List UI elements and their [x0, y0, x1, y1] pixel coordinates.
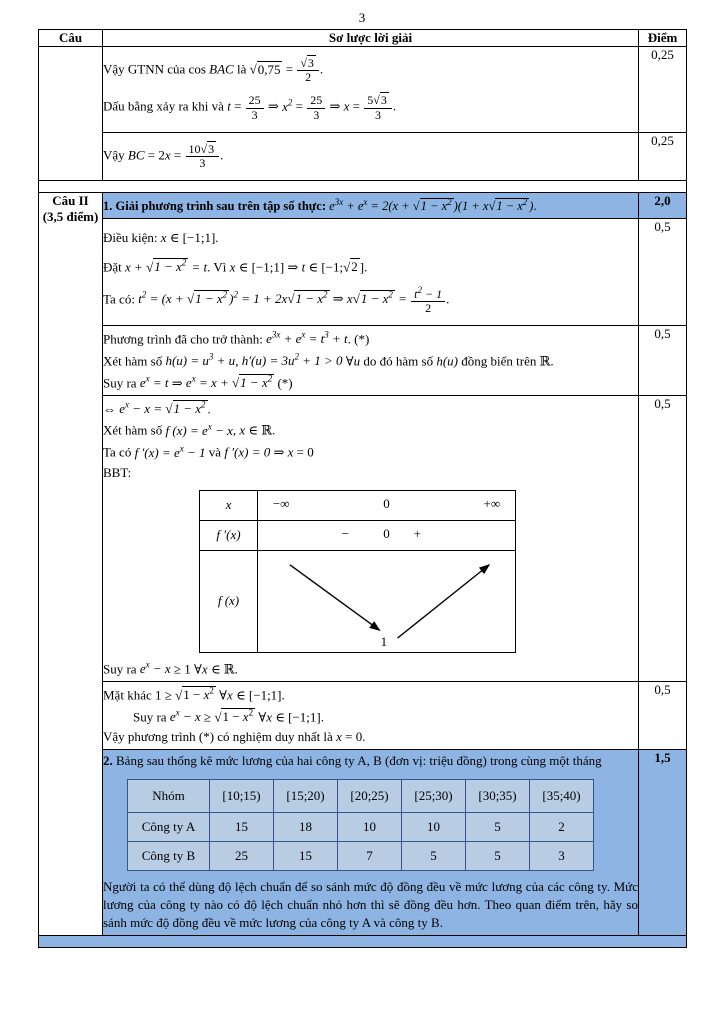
salary-value: 10: [338, 813, 402, 842]
solution-line: Dấu bằng xảy ra khi và t = $\frac{25}{3}$ ⇒ $x^2$ = $\frac{25}{3}$ ⇒ x = $\frac{5√3}{3}$ .: [103, 93, 397, 122]
solution-line: Vậy phương trình (*) có nghiệm duy nhất là x = 0.: [103, 729, 366, 745]
table-header-row: [39, 30, 687, 47]
separator-row: [39, 181, 687, 193]
solution-cell: [103, 395, 639, 681]
solution-cell: [103, 47, 639, 133]
solution-line: Mặt khác $1 \ge √1 - x^2$ ∀x ∈ [−1;1].: [103, 685, 285, 702]
point-cell: 2,0: [639, 193, 687, 219]
salary-value: 15: [274, 842, 338, 871]
problem-2-cell: [103, 749, 639, 935]
solution-cell: [103, 681, 639, 749]
cau-cell-empty: [39, 47, 103, 181]
cau-label: Câu II: [52, 193, 89, 209]
variation-x-values: [258, 490, 516, 520]
variation-fprime-values: [258, 520, 516, 550]
x-zero: 0: [383, 495, 390, 511]
solution-line: Suy ra $e^x = t$ ⇒ $e^x = x + √1 - x^2$ (*): [103, 373, 293, 391]
salary-value: 7: [338, 842, 402, 871]
header-diem: Điểm: [639, 30, 687, 47]
solution-line: Suy ra $e^x - x \ge 1$ ∀x ∈ ℝ.: [103, 659, 238, 677]
salary-value: 2: [530, 813, 594, 842]
variation-row-f: [200, 550, 516, 652]
solution-row: [39, 219, 687, 326]
salary-row-company-a: [128, 813, 594, 842]
solution-row: [39, 325, 687, 395]
cau-label-cell: [39, 193, 103, 936]
page-number: 3: [358, 10, 366, 25]
point-cell: 0,5: [639, 681, 687, 749]
point-cell: 1,5: [639, 749, 687, 935]
variation-f-label: f (x): [200, 550, 258, 652]
salary-header-group: [35;40): [530, 780, 594, 813]
solution-line: Ta có f $'(x) = e^x - 1$ và f ′(x) = 0 ⇒ x = 0: [103, 443, 314, 460]
solution-line: ⇔ $e^x - x = √1 - x^2$ .: [103, 399, 211, 416]
variation-row-fprime: [200, 520, 516, 550]
x-neg-infinity: −∞: [272, 495, 290, 511]
solution-line: Điều kiện: x ∈ [−1;1].: [103, 230, 219, 246]
solution-line: Phương trình đã cho trở thành: $e^{3x} + e^x = t^3 + t$. (*): [103, 329, 370, 347]
solution-cell: [103, 219, 639, 326]
separator-cell: [39, 181, 687, 193]
problem-1-title: 1. Giải phương trình sau trên tập số thực: $e^{3x} + e^x = 2(x + √1 - x^2$ )($1 + x√1 - x^2$ ).: [103, 197, 537, 214]
point-cell: 0,25: [639, 47, 687, 133]
bottom-strip-row: [39, 935, 687, 947]
header-solution: Sơ lược lời giải: [103, 30, 639, 47]
salary-value: 15: [210, 813, 274, 842]
solution-line: Đặt $x + √1 - x^2 = t$. Vì x ∈ [−1;1] ⇒ t ∈ [−1;√2 ].: [103, 257, 368, 275]
problem-2-row: [39, 749, 687, 935]
solution-row: [39, 193, 687, 219]
salary-header-nhom: Nhóm: [128, 780, 210, 813]
salary-header-group: [30;35): [466, 780, 530, 813]
f-min-value: 1: [380, 633, 388, 649]
salary-row-label: Công ty A: [128, 813, 210, 842]
salary-header-group: [20;25): [338, 780, 402, 813]
solution-line: Ta có: $t^2 = (x + √1 - x^2$ )$^2 = 1 + 2x√1 - x^2$ ⇒ $x√1 - x^2$ = $\frac{t^2 - 1}{2}$ .: [103, 284, 450, 315]
solution-row: [39, 395, 687, 681]
salary-header-group: [15;20): [274, 780, 338, 813]
bottom-strip-cell: [39, 935, 687, 947]
problem-2-intro: 2. Bảng sau thống kê mức lương của hai công ty A, B (đơn vị: triệu đồng) trong cùng một tháng: [103, 752, 602, 768]
solution-line: Xét hàm số f $(x) = e^x - x$, x ∈ ℝ.: [103, 421, 276, 438]
salary-value: 10: [402, 813, 466, 842]
point-cell: 0,5: [639, 395, 687, 681]
variation-row-x: [200, 490, 516, 520]
problem-2-outro: Người ta có thể dùng độ lệch chuẩn để so sánh mức độ đồng đều về mức lương của các công ty. Mức lương của công ty nào có độ lệch chuẩn nhỏ hơn thì sẽ đồng đều hơn. Theo quan điểm trên, hãy so sánh mức độ đồng đều về mức lương của công ty A và công ty B.: [103, 879, 638, 931]
variation-table: [199, 490, 516, 653]
variation-x-label: x: [200, 490, 258, 520]
solution-row: [39, 47, 687, 133]
fprime-plus-sign: +: [413, 525, 421, 541]
salary-value: 3: [530, 842, 594, 871]
salary-header-group: [25;30): [402, 780, 466, 813]
salary-value: 5: [466, 842, 530, 871]
solution-line: Vậy GTNN của cos BAC là √0,75 = $\frac{√3}{2}$ .: [103, 56, 324, 85]
salary-header-group: [10;15): [210, 780, 274, 813]
salary-value: 18: [274, 813, 338, 842]
decreasing-arrow-icon: [290, 565, 380, 630]
x-pos-infinity: +∞: [483, 495, 501, 511]
increasing-arrow-icon: [397, 565, 489, 638]
solution-row: [39, 132, 687, 180]
point-cell: 0,25: [639, 132, 687, 180]
header-cau: Câu: [39, 30, 103, 47]
solution-row: [39, 681, 687, 749]
solution-line: Vậy BC = 2x = $\frac{10√3}{3}$ .: [103, 141, 224, 170]
problem-1-title-cell: [103, 193, 639, 219]
salary-value: 5: [466, 813, 530, 842]
solution-cell: [103, 325, 639, 395]
solution-line: Suy ra $e^x - x \ge √1 - x^2$ ∀x ∈ [−1;1].: [133, 707, 324, 724]
salary-value: 5: [402, 842, 466, 871]
fprime-zero: 0: [383, 525, 390, 541]
point-cell: 0,5: [639, 219, 687, 326]
variation-f-values: [258, 550, 516, 652]
point-cell: 0,5: [639, 325, 687, 395]
solution-table: [38, 29, 687, 948]
solution-cell: [103, 132, 639, 180]
salary-table-header-row: [128, 780, 594, 813]
variation-fprime-label: f ′(x): [200, 520, 258, 550]
solution-line: Xét hàm số $h(u) = u^3 + u$, $h'(u) = 3u^2 + 1 > 0$ ∀u do đó hàm số h(u) đồng biến trên ℝ.: [103, 351, 554, 369]
salary-value: 25: [210, 842, 274, 871]
cau-label-points: (3,5 điểm): [42, 209, 99, 225]
solution-line: BBT:: [103, 465, 132, 481]
salary-row-label: Công ty B: [128, 842, 210, 871]
salary-table: [127, 779, 594, 871]
salary-row-company-b: [128, 842, 594, 871]
fprime-minus-sign: −: [341, 525, 350, 541]
